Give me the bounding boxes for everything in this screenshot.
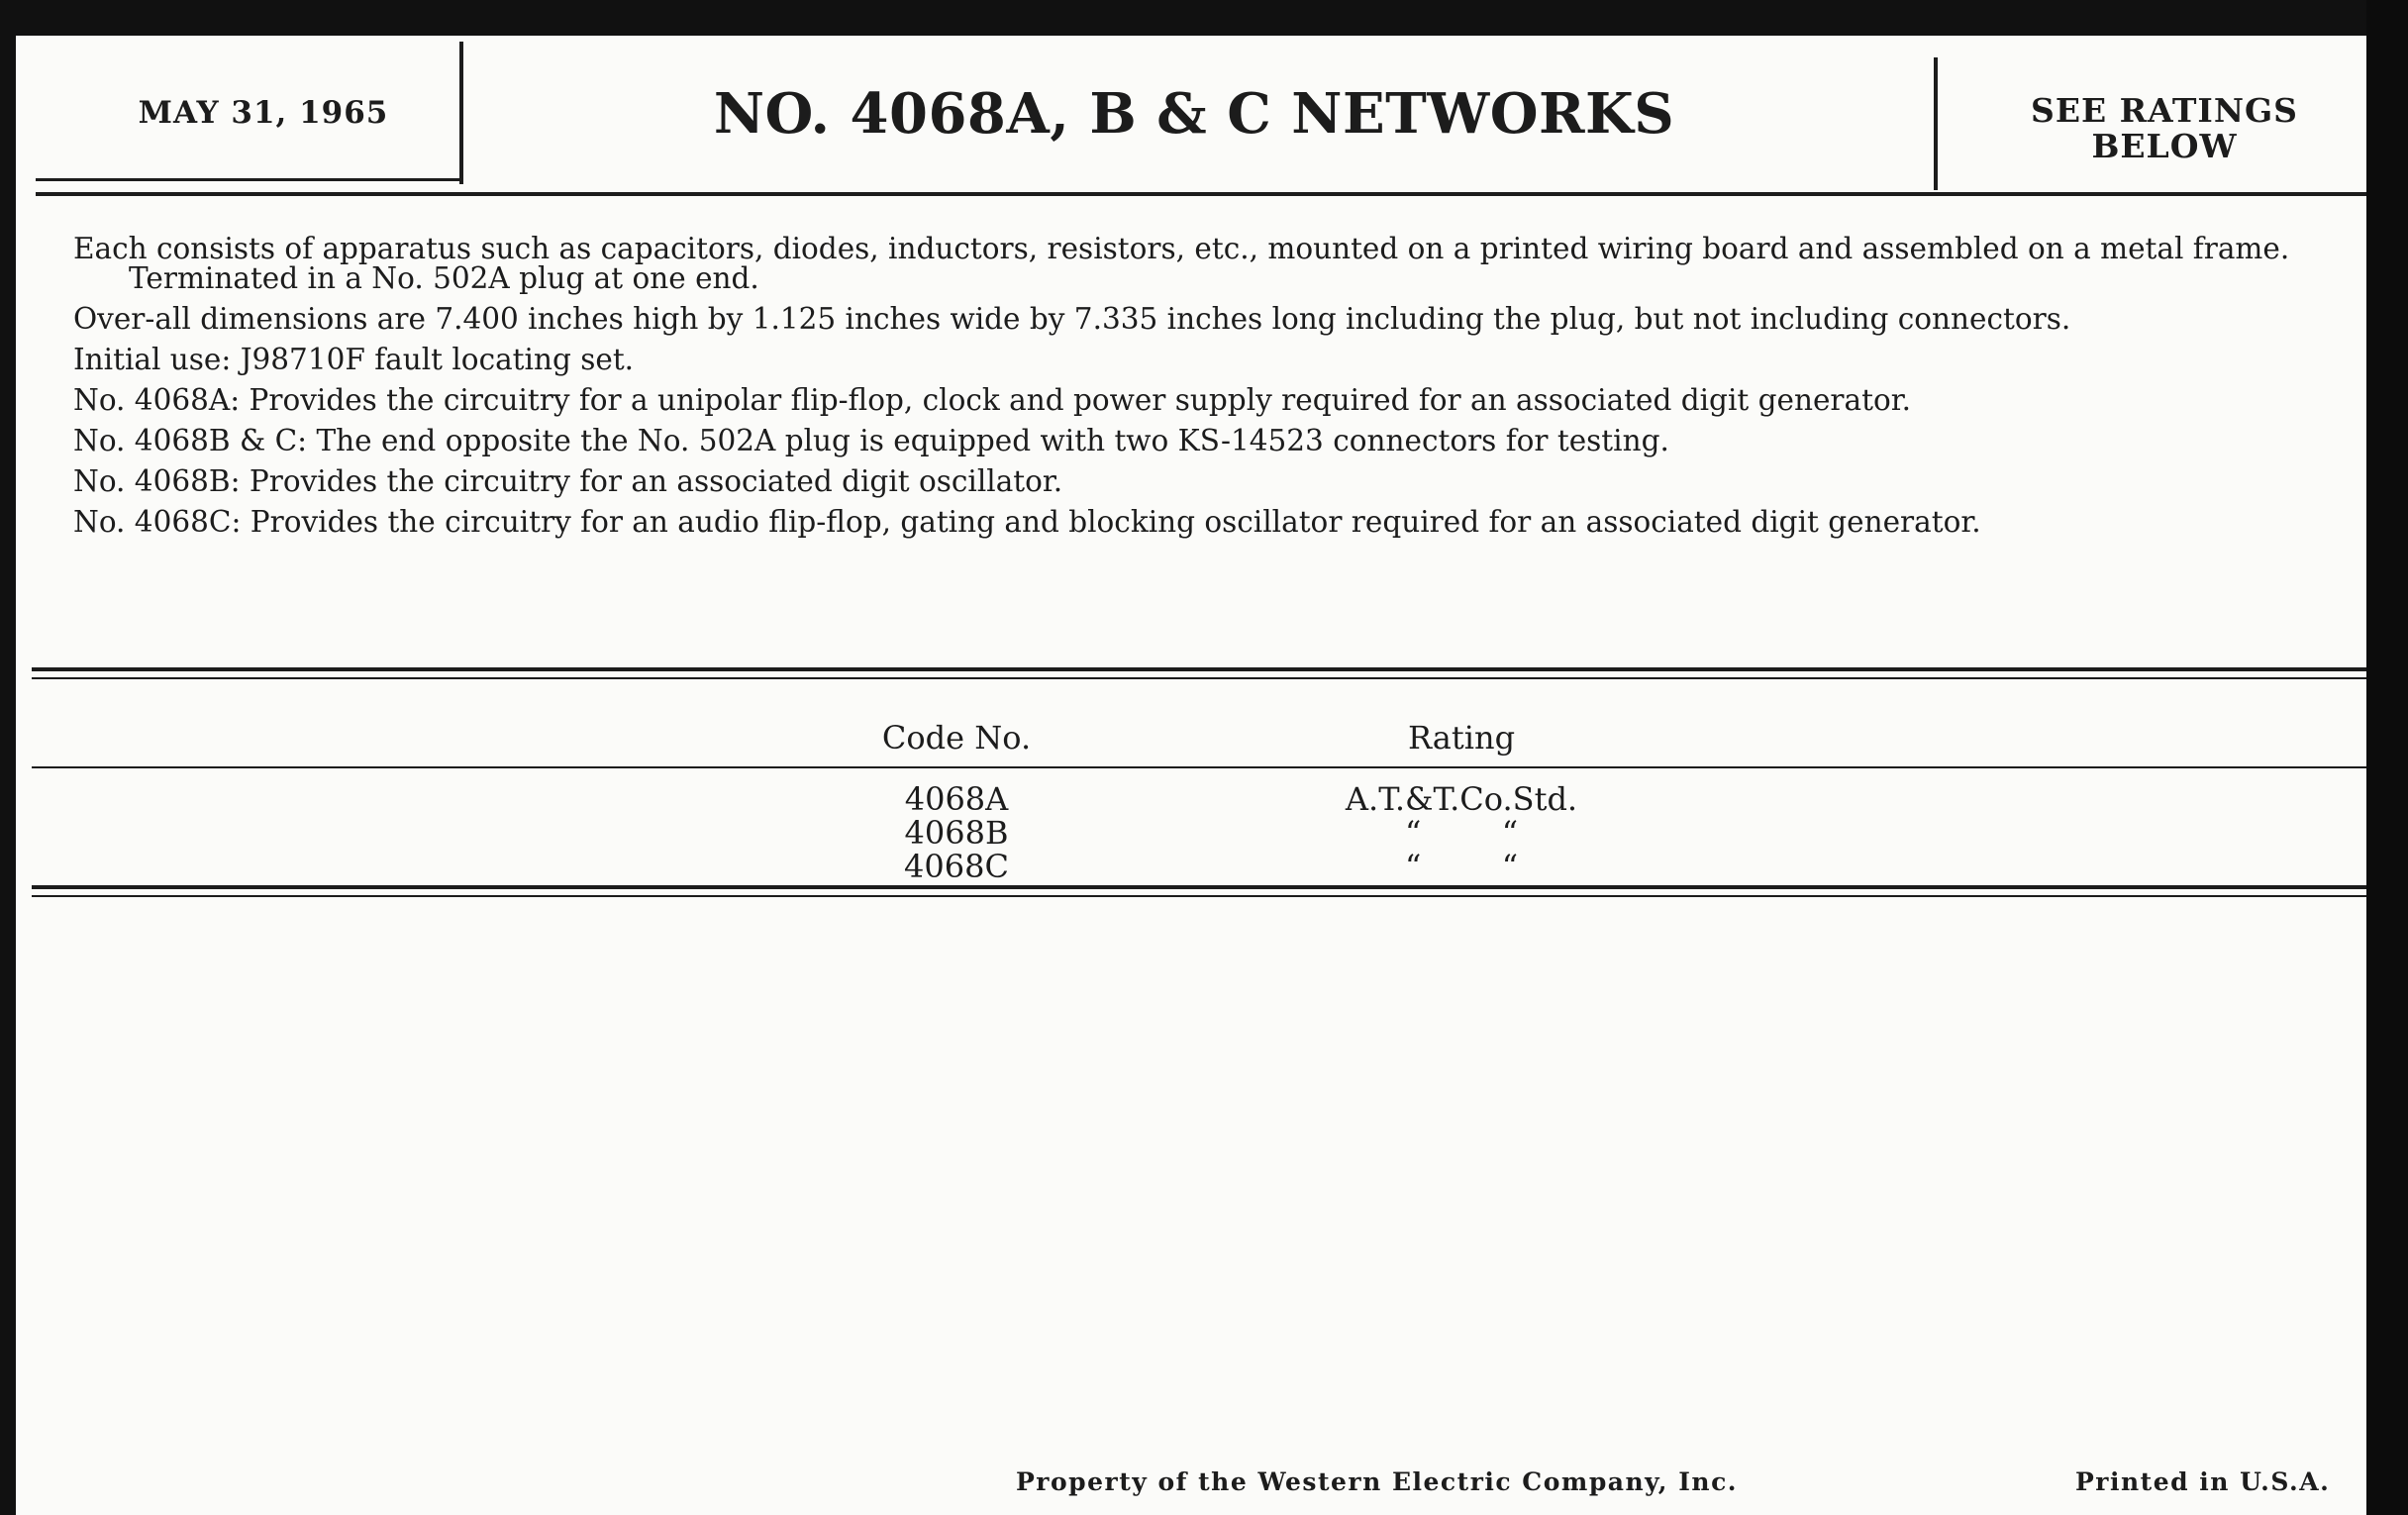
column-header-rating: Rating <box>1407 719 1516 757</box>
property-notice: Property of the Western Electric Company, Inc. <box>1016 1467 1739 1496</box>
rating-note-line1: SEE RATINGS <box>2030 91 2299 130</box>
header-divider-right <box>1934 57 1938 190</box>
table-row-code: 4068A <box>904 780 1009 818</box>
table-rule-top-inner <box>32 677 2372 679</box>
table-row-rating: “ “ <box>1404 814 1519 852</box>
table-rule-bottom <box>32 885 2372 889</box>
header-rule-bottom <box>36 192 2372 196</box>
column-header-code: Code No. <box>881 719 1032 757</box>
paragraph-4068a: No. 4068A: Provides the circuitry for a unipolar flip-flop, clock and power supply required for an associated digit generator. <box>73 383 1911 417</box>
paragraph-4068b: No. 4068B: Provides the circuitry for an associated digit oscillator. <box>73 464 1063 498</box>
issue-date: MAY 31, 1965 <box>138 95 389 131</box>
document-title: NO. 4068A, B & C NETWORKS <box>713 81 1675 147</box>
scan-edge <box>2366 0 2408 1515</box>
paragraph-initial-use: Initial use: J98710F fault locating set. <box>73 343 635 376</box>
paragraph-construction: Each consists of apparatus such as capacitors, diodes, inductors, resistors, etc., mounted on a printed wiring board and assembled on a metal frame. Terminated in a No. 502A plug at one end. <box>73 232 2290 295</box>
paragraph-4068b-c: No. 4068B & C: The end opposite the No. 502A plug is equipped with two KS-14523 connectors for testing. <box>73 424 1669 457</box>
table-rule-top <box>32 667 2372 671</box>
table-row-rating: A.T.&T.Co.Std. <box>1345 780 1578 818</box>
table-header-rule <box>32 766 2372 768</box>
table-row-code: 4068C <box>904 848 1009 885</box>
document-card <box>16 36 2408 1515</box>
table-row-code: 4068B <box>904 814 1009 852</box>
table-rule-bottom-inner <box>32 895 2372 897</box>
rating-note <box>1956 93 2372 164</box>
header-rule-top <box>36 178 461 181</box>
rating-note-line2: BELOW <box>2091 127 2238 165</box>
rating-column <box>1224 782 1699 883</box>
description-body <box>73 234 2360 548</box>
paragraph-dimensions: Over-all dimensions are 7.400 inches high by 1.125 inches wide by 7.335 inches long including the plug, but not including connectors. <box>73 302 2071 336</box>
code-column <box>808 782 1105 883</box>
printed-notice: Printed in U.S.A. <box>2075 1467 2331 1496</box>
table-row-rating: “ “ <box>1404 848 1519 885</box>
paragraph-4068c: No. 4068C: Provides the circuitry for an audio flip-flop, gating and blocking oscillator required for an associated digit generator. <box>73 505 1981 539</box>
